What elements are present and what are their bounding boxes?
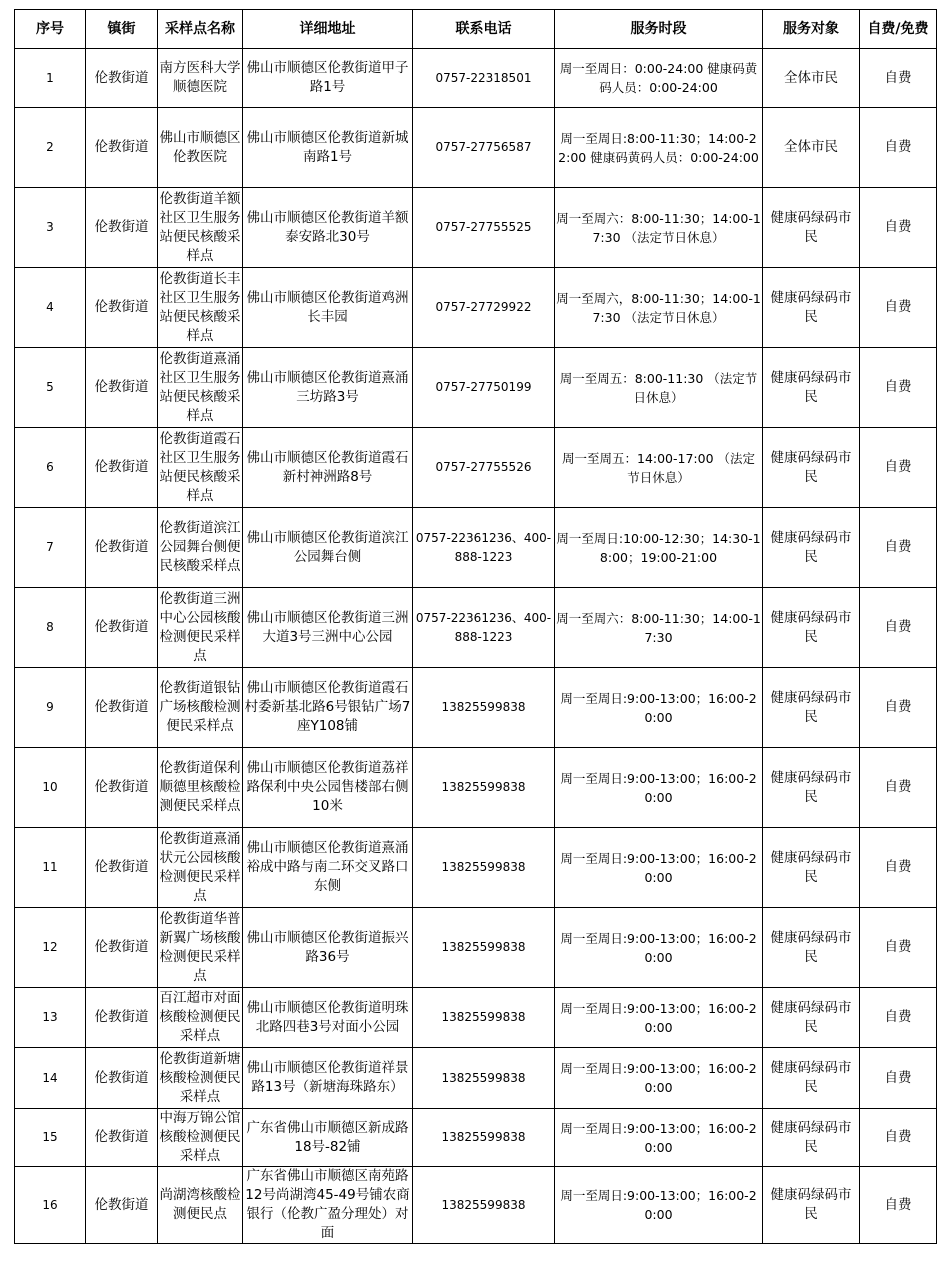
cell-address: 广东省佛山市顺德区新成路18号-82铺: [243, 1109, 413, 1167]
cell-site-name: 伦教街道保利顺德里核酸检测便民采样点: [158, 748, 243, 828]
cell-address: 广东省佛山市顺德区南苑路12号尚湖湾45-49号铺农商银行（伦教广盈分理处）对面: [243, 1167, 413, 1244]
cell-target: 健康码绿码市民: [763, 1167, 860, 1244]
cell-no: 5: [15, 348, 86, 428]
cell-phone: 0757-22361236、400-888-1223: [413, 508, 555, 588]
header-cell-address: 详细地址: [243, 10, 413, 49]
cell-site-name: 佛山市顺德区伦教医院: [158, 108, 243, 188]
cell-address: 佛山市顺德区伦教街道三洲大道3号三洲中心公园: [243, 588, 413, 668]
table-row: [15, 908, 937, 988]
cell-fee: 自费: [860, 188, 937, 268]
cell-town: 伦教街道: [86, 348, 158, 428]
header-cell-phone: 联系电话: [413, 10, 555, 49]
cell-target: 健康码绿码市民: [763, 268, 860, 348]
cell-site-name: 伦教街道银钻广场核酸检测便民采样点: [158, 668, 243, 748]
cell-phone: 13825599838: [413, 908, 555, 988]
cell-address: 佛山市顺德区伦教街道羊额泰安路北30号: [243, 188, 413, 268]
cell-no: 1: [15, 49, 86, 108]
header-cell-fee: 自费/免费: [860, 10, 937, 49]
cell-no: 12: [15, 908, 86, 988]
cell-site-name: 伦教街道华普新翼广场核酸检测便民采样点: [158, 908, 243, 988]
cell-town: 伦教街道: [86, 1167, 158, 1244]
cell-hours: 周一至周日:10:00-12:30；14:30-18:00；19:00-21:00: [555, 508, 763, 588]
cell-address: 佛山市顺德区伦教街道熹涌三坊路3号: [243, 348, 413, 428]
cell-address: 佛山市顺德区伦教街道明珠北路四巷3号对面小公园: [243, 988, 413, 1048]
table-row: [15, 988, 937, 1048]
cell-hours: 周一至周日:9:00-13:00；16:00-20:00: [555, 668, 763, 748]
cell-no: 7: [15, 508, 86, 588]
table-row: [15, 1167, 937, 1244]
cell-hours: 周一至周日:9:00-13:00；16:00-20:00: [555, 748, 763, 828]
cell-target: 健康码绿码市民: [763, 1109, 860, 1167]
cell-phone: 0757-22361236、400-888-1223: [413, 588, 555, 668]
cell-town: 伦教街道: [86, 49, 158, 108]
cell-site-name: 伦教街道三洲中心公园核酸检测便民采样点: [158, 588, 243, 668]
cell-town: 伦教街道: [86, 1048, 158, 1109]
table-row: [15, 428, 937, 508]
cell-site-name: 中海万锦公馆核酸检测便民采样点: [158, 1109, 243, 1167]
table-row: [15, 1109, 937, 1167]
cell-phone: 13825599838: [413, 668, 555, 748]
cell-target: 健康码绿码市民: [763, 508, 860, 588]
cell-target: 健康码绿码市民: [763, 1048, 860, 1109]
cell-town: 伦教街道: [86, 668, 158, 748]
cell-town: 伦教街道: [86, 188, 158, 268]
cell-no: 11: [15, 828, 86, 908]
cell-hours: 周一至周六：8:00-11:30；14:00-17:30 （法定节日休息）: [555, 188, 763, 268]
cell-no: 6: [15, 428, 86, 508]
sampling-sites-table: [14, 9, 937, 1244]
cell-site-name: 百江超市对面核酸检测便民采样点: [158, 988, 243, 1048]
cell-target: 健康码绿码市民: [763, 348, 860, 428]
cell-hours: 周一至周日:9:00-13:00；16:00-20:00: [555, 1109, 763, 1167]
cell-hours: 周一至周六，8:00-11:30；14:00-17:30 （法定节日休息）: [555, 268, 763, 348]
cell-phone: 0757-27756587: [413, 108, 555, 188]
header-cell-target: 服务对象: [763, 10, 860, 49]
cell-address: 佛山市顺德区伦教街道霞石村委新基北路6号银钻广场7座Y108铺: [243, 668, 413, 748]
cell-fee: 自费: [860, 268, 937, 348]
cell-no: 10: [15, 748, 86, 828]
cell-no: 16: [15, 1167, 86, 1244]
cell-hours: 周一至周日:9:00-13:00；16:00-20:00: [555, 908, 763, 988]
cell-target: 健康码绿码市民: [763, 428, 860, 508]
cell-site-name: 尚湖湾核酸检测便民点: [158, 1167, 243, 1244]
table-row: [15, 588, 937, 668]
cell-no: 13: [15, 988, 86, 1048]
cell-target: 健康码绿码市民: [763, 588, 860, 668]
cell-target: 健康码绿码市民: [763, 988, 860, 1048]
cell-hours: 周一至周日:9:00-13:00；16:00-20:00: [555, 1048, 763, 1109]
cell-town: 伦教街道: [86, 268, 158, 348]
cell-phone: 13825599838: [413, 988, 555, 1048]
cell-fee: 自费: [860, 1048, 937, 1109]
cell-town: 伦教街道: [86, 428, 158, 508]
cell-target: 全体市民: [763, 108, 860, 188]
cell-phone: 0757-22318501: [413, 49, 555, 108]
cell-phone: 13825599838: [413, 1109, 555, 1167]
cell-site-name: 伦教街道滨江公园舞台侧便民核酸采样点: [158, 508, 243, 588]
cell-fee: 自费: [860, 908, 937, 988]
table-row: [15, 828, 937, 908]
cell-address: 佛山市顺德区伦教街道滨江公园舞台侧: [243, 508, 413, 588]
cell-site-name: 伦教街道熹涌社区卫生服务站便民核酸采样点: [158, 348, 243, 428]
cell-fee: 自费: [860, 428, 937, 508]
cell-no: 4: [15, 268, 86, 348]
cell-fee: 自费: [860, 1167, 937, 1244]
cell-phone: 13825599838: [413, 1048, 555, 1109]
cell-no: 9: [15, 668, 86, 748]
cell-hours: 周一至周日：0:00-24:00 健康码黄码人员：0:00-24:00: [555, 49, 763, 108]
cell-phone: 0757-27755525: [413, 188, 555, 268]
cell-town: 伦教街道: [86, 508, 158, 588]
cell-address: 佛山市顺德区伦教街道甲子路1号: [243, 49, 413, 108]
cell-fee: 自费: [860, 348, 937, 428]
cell-fee: 自费: [860, 588, 937, 668]
cell-phone: 13825599838: [413, 828, 555, 908]
cell-fee: 自费: [860, 108, 937, 188]
cell-address: 佛山市顺德区伦教街道振兴路36号: [243, 908, 413, 988]
cell-hours: 周一至周日:9:00-13:00；16:00-20:00: [555, 828, 763, 908]
cell-target: 全体市民: [763, 49, 860, 108]
cell-phone: 13825599838: [413, 1167, 555, 1244]
cell-hours: 周一至周日:8:00-11:30；14:00-22:00 健康码黄码人员：0:00-24:00: [555, 108, 763, 188]
cell-fee: 自费: [860, 668, 937, 748]
table-row: [15, 508, 937, 588]
cell-town: 伦教街道: [86, 828, 158, 908]
cell-address: 佛山市顺德区伦教街道荔祥路保利中央公园售楼部右侧10米: [243, 748, 413, 828]
cell-address: 佛山市顺德区伦教街道鸡洲长丰园: [243, 268, 413, 348]
cell-town: 伦教街道: [86, 988, 158, 1048]
cell-town: 伦教街道: [86, 1109, 158, 1167]
table-row: [15, 1048, 937, 1109]
cell-address: 佛山市顺德区伦教街道新城南路1号: [243, 108, 413, 188]
cell-town: 伦教街道: [86, 748, 158, 828]
cell-phone: 13825599838: [413, 748, 555, 828]
cell-no: 8: [15, 588, 86, 668]
cell-hours: 周一至周日:9:00-13:00；16:00-20:00: [555, 1167, 763, 1244]
cell-hours: 周一至周五：14:00-17:00 （法定节日休息）: [555, 428, 763, 508]
table-row: [15, 268, 937, 348]
table-body: [15, 49, 937, 1244]
table-row: [15, 668, 937, 748]
cell-site-name: 南方医科大学顺德医院: [158, 49, 243, 108]
cell-phone: 0757-27750199: [413, 348, 555, 428]
cell-hours: 周一至周六：8:00-11:30；14:00-17:30: [555, 588, 763, 668]
cell-no: 2: [15, 108, 86, 188]
cell-site-name: 伦教街道长丰社区卫生服务站便民核酸采样点: [158, 268, 243, 348]
cell-address: 佛山市顺德区伦教街道祥景路13号（新塘海珠路东）: [243, 1048, 413, 1109]
cell-no: 3: [15, 188, 86, 268]
cell-target: 健康码绿码市民: [763, 668, 860, 748]
cell-hours: 周一至周五：8:00-11:30 （法定节日休息）: [555, 348, 763, 428]
cell-address: 佛山市顺德区伦教街道熹涌裕成中路与南二环交叉路口东侧: [243, 828, 413, 908]
cell-town: 伦教街道: [86, 588, 158, 668]
cell-fee: 自费: [860, 1109, 937, 1167]
cell-town: 伦教街道: [86, 108, 158, 188]
cell-target: 健康码绿码市民: [763, 188, 860, 268]
table-row: [15, 748, 937, 828]
cell-fee: 自费: [860, 988, 937, 1048]
cell-hours: 周一至周日:9:00-13:00；16:00-20:00: [555, 988, 763, 1048]
cell-fee: 自费: [860, 748, 937, 828]
cell-fee: 自费: [860, 828, 937, 908]
cell-phone: 0757-27755526: [413, 428, 555, 508]
cell-site-name: 伦教街道羊额社区卫生服务站便民核酸采样点: [158, 188, 243, 268]
cell-no: 14: [15, 1048, 86, 1109]
header-cell-town: 镇街: [86, 10, 158, 49]
table-row: [15, 348, 937, 428]
cell-fee: 自费: [860, 49, 937, 108]
header-cell-no: 序号: [15, 10, 86, 49]
cell-no: 15: [15, 1109, 86, 1167]
table-row: [15, 108, 937, 188]
cell-fee: 自费: [860, 508, 937, 588]
cell-target: 健康码绿码市民: [763, 828, 860, 908]
cell-address: 佛山市顺德区伦教街道霞石新村神洲路8号: [243, 428, 413, 508]
header-row: [15, 10, 937, 49]
cell-site-name: 伦教街道熹涌状元公园核酸检测便民采样点: [158, 828, 243, 908]
table-row: [15, 188, 937, 268]
cell-site-name: 伦教街道霞石社区卫生服务站便民核酸采样点: [158, 428, 243, 508]
table-row: [15, 49, 937, 108]
header-cell-site-name: 采样点名称: [158, 10, 243, 49]
cell-phone: 0757-27729922: [413, 268, 555, 348]
cell-site-name: 伦教街道新塘核酸检测便民采样点: [158, 1048, 243, 1109]
cell-town: 伦教街道: [86, 908, 158, 988]
cell-target: 健康码绿码市民: [763, 748, 860, 828]
cell-target: 健康码绿码市民: [763, 908, 860, 988]
header-cell-hours: 服务时段: [555, 10, 763, 49]
